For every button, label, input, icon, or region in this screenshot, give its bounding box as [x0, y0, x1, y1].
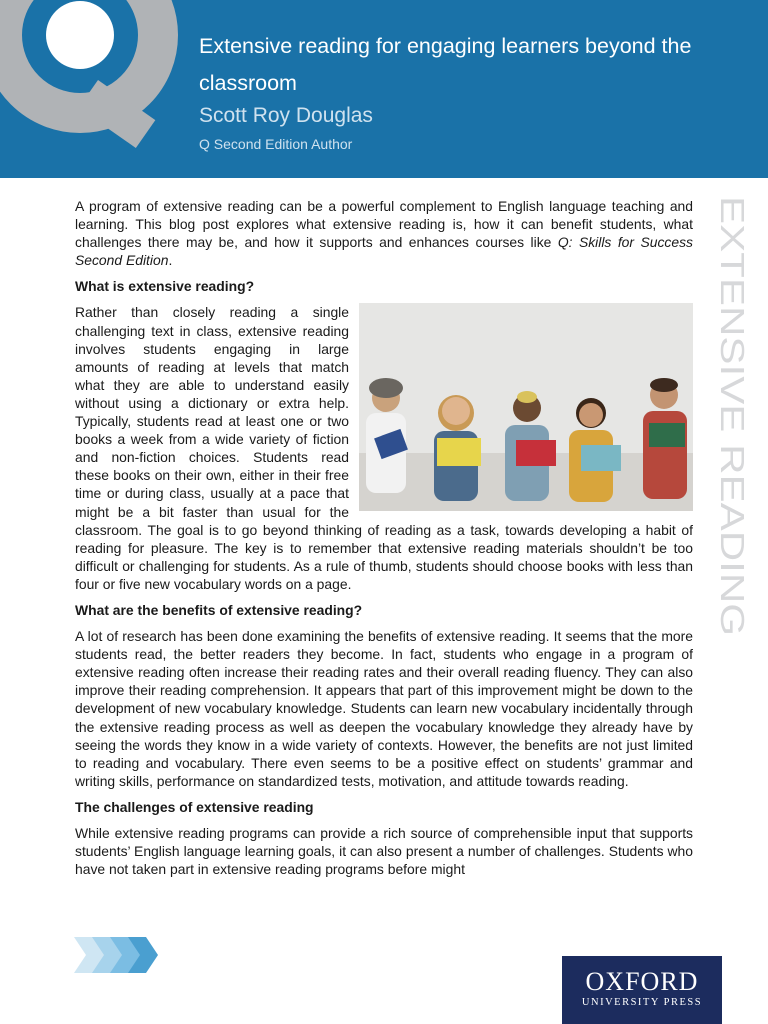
paragraph-benefits: A lot of research has been done examining the benefits of extensive reading. It seems that the more students read, the better readers they become. In fact, students who engage in a program of extensive reading often increase their reading rates and their overall reading fluency. They can also improve their reading comprehension. It appears that part of this improvement might be down to the development of new vocabulary knowledge. Students can learn new vocabulary incidentally through the extensive reading process as well as deepen the vocabulary knowledge they already have by seeing the words they know in a wide variety of contexts. However, the benefits are not just limited to reading and vocabulary. There even seems to be a positive effect on students’ grammar and writing skills, performance on standardized tests, motivation, and attitude towards reading. [75, 628, 693, 789]
text-what: Rather than closely reading a single challenging text in class, extensive reading involves students engaging in large amounts of reading at levels that match what they are able to understand easily without using a dictionary or extra help. Typically, students read at least one or two books a week from a wide variety of fiction and non-fiction choices. Students read these books on their own, either in their free time or during class, usually at a pace that might be a bit faster than usual for the classroom. The goal is to go beyond thinking of reading as a task, towards developing a habit of reading for pleasure. The key is to remember that extensive reading materials shouldn’t be too difficult or challenging for students. As a rule of thumb, students should choose books with less than four or five new vocabulary words on a page. [75, 304, 693, 592]
side-label [711, 196, 751, 636]
author-role: Q Second Edition Author [199, 136, 353, 152]
heading-what: What is extensive reading? [75, 278, 255, 295]
oxford-logo-sub: UNIVERSITY PRESS [581, 997, 703, 1008]
side-label-text: EXTENSIVE READING [714, 196, 751, 541]
heading-benefits: What are the benefits of extensive reading? [75, 601, 363, 618]
intro-text: A program of extensive reading can be a powerful complement to English language teaching and learning. This blog post explores what extensive reading is, how it can benefit students, what challenges there may be, and how it supports and enhances courses like [75, 198, 693, 251]
q-logo-icon [0, 0, 200, 160]
oxford-logo-name: OXFORD [585, 967, 699, 996]
heading-challenges: The challenges of extensive reading [75, 798, 314, 815]
paragraph-challenges: While extensive reading programs can provide a rich source of comprehensible input that supports students’ English language learning goals, it can also present a number of challenges. Students who have not taken part in extensive reading programs before might [75, 825, 693, 878]
article-title: Extensive reading for engaging learners beyond the classroom [199, 34, 692, 95]
intro-end: . [168, 252, 173, 269]
students-reading-photo [359, 303, 693, 511]
author-name: Scott Roy Douglas [199, 104, 373, 127]
intro-paragraph [75, 197, 693, 269]
book-title: Q: Skills for Success Second Edition [75, 234, 693, 269]
header-banner [0, 0, 768, 178]
article-body [75, 197, 693, 886]
chevron-arrows-icon [74, 937, 158, 973]
paragraph-what [75, 303, 693, 593]
oxford-logo [562, 956, 722, 1024]
